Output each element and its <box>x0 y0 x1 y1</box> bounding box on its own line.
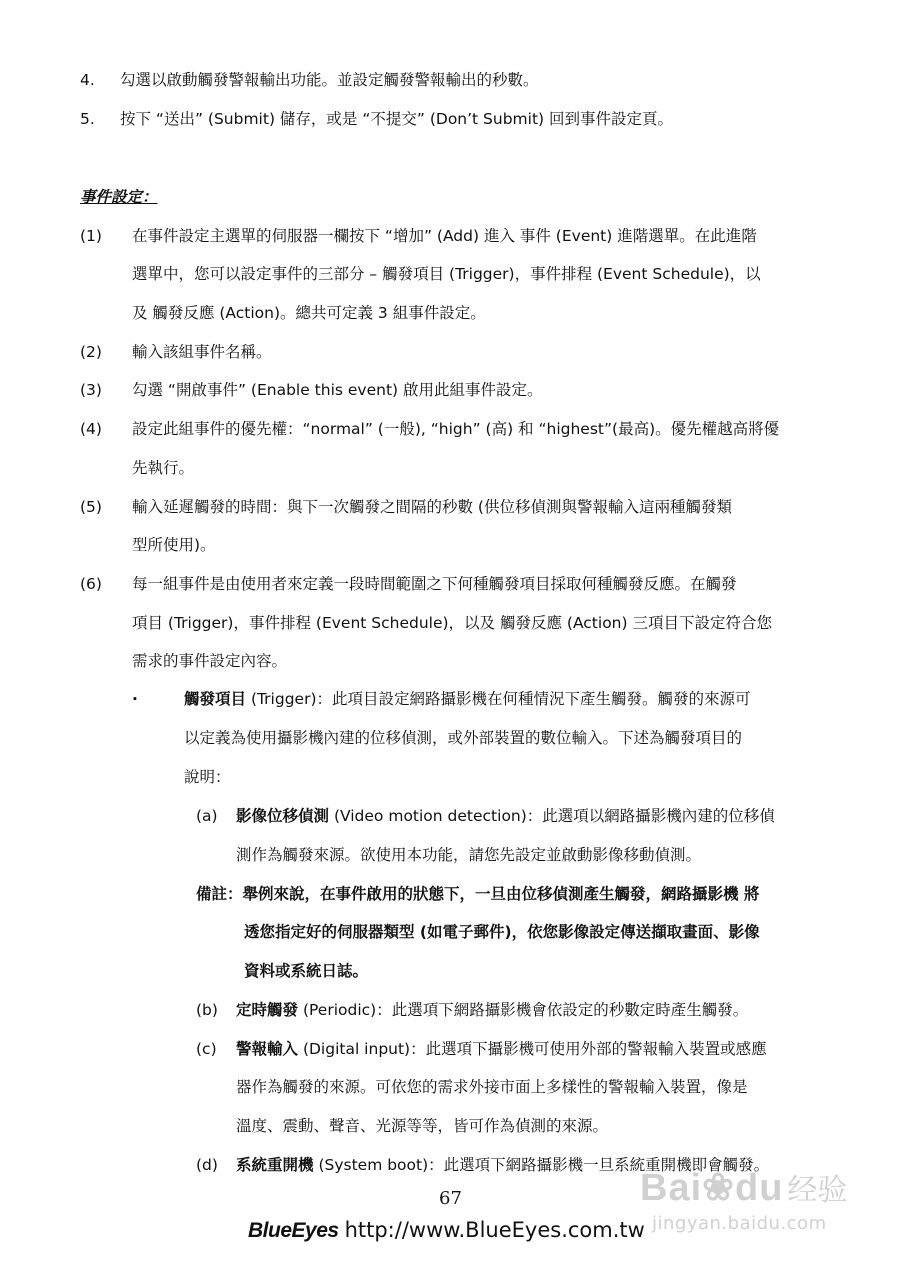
item-line: 輸入該組事件名稱。 <box>132 343 272 361</box>
subitem-number: (d) <box>196 1156 218 1174</box>
watermark-paw-text: du <box>734 1167 784 1209</box>
subitem-text: (System boot)：此選項下網路攝影機一旦系統重開機即會觸發。 <box>313 1156 770 1174</box>
subitem-title: 警報輸入 <box>236 1040 299 1058</box>
subitem-line: 器作為觸發的來源。可依您的需求外接市面上多樣性的警報輸入裝置，像是 <box>236 1078 748 1096</box>
item-number: (1) <box>80 227 102 245</box>
step-text: 按下 “送出” (Submit) 儲存，或是 “不提交” (Don’t Submit) 回到事件設定頁。 <box>120 110 674 128</box>
watermark-logo <box>640 1167 783 1209</box>
item-number: (3) <box>80 381 102 399</box>
footer-url: http://www.BlueEyes.com.tw <box>344 1218 645 1242</box>
item-line: 項目 (Trigger)，事件排程 (Event Schedule)，以及 觸發反應 (Action) 三項目下設定符合您 <box>132 614 772 632</box>
note-label: 備註： <box>196 885 243 903</box>
item-number: (6) <box>80 575 102 593</box>
baidu-watermark <box>640 1165 848 1234</box>
watermark-cn: 经验 <box>787 1173 848 1208</box>
note-line: 透您指定好的伺服器類型 (如電子郵件)，依您影像設定傳送擷取畫面、影像 <box>244 923 760 941</box>
bullet-marker: · <box>132 690 138 708</box>
brand-logo: BlueEyes <box>248 1219 339 1242</box>
subitem-line: 溫度、震動、聲音、光源等等，皆可作為偵測的來源。 <box>236 1117 609 1135</box>
footer <box>248 1218 645 1243</box>
page-number: 67 <box>439 1188 462 1209</box>
paw-icon: ❀ <box>702 1167 735 1209</box>
note-line <box>196 884 759 904</box>
subitem-title: 系統重開機 <box>236 1156 314 1174</box>
watermark-main: Bai <box>640 1167 703 1209</box>
item-number: (5) <box>80 498 102 516</box>
subitem-line <box>236 806 775 826</box>
item-line: 及 觸發反應 (Action)。總共可定義 3 組事件設定。 <box>132 304 486 322</box>
subitem-number: (c) <box>196 1040 217 1058</box>
bullet-text: (Trigger)：此項目設定網路攝影機在何種情況下產生觸發。觸發的來源可 <box>246 690 751 708</box>
item-line: 先執行。 <box>132 459 195 477</box>
item-line: 輸入延遲觸發的時間：與下一次觸發之間隔的秒數 (供位移偵測與警報輸入這兩種觸發類 <box>132 498 732 516</box>
subitem-line <box>236 1000 748 1020</box>
note-line: 資料或系統日誌。 <box>244 962 369 980</box>
subitem-text: (Digital input)：此選項下攝影機可使用外部的警報輸入裝置或感應 <box>298 1040 767 1058</box>
subitem-text: (Periodic)：此選項下網路攝影機會依設定的秒數定時產生觸發。 <box>298 1001 749 1019</box>
item-line: 型所使用)。 <box>132 536 216 554</box>
subitem-number: (b) <box>196 1001 218 1019</box>
item-number: (2) <box>80 343 102 361</box>
bullet-line <box>184 689 751 709</box>
subitem-text: (Video motion detection)：此選項以網路攝影機內建的位移偵 <box>329 807 775 825</box>
step-number: 4. <box>80 71 95 89</box>
watermark-sub: jingyan.baidu.com <box>652 1213 827 1234</box>
item-line: 選單中，您可以設定事件的三部分 – 觸發項目 (Trigger)，事件排程 (Event Schedule)，以 <box>132 265 761 283</box>
item-line: 設定此組事件的優先權：“normal” (一般), “high” (高) 和 “highest”(最高)。優先權越高將優 <box>132 420 780 438</box>
item-line: 勾選 “開啟事件” (Enable this event) 啟用此組事件設定。 <box>132 381 543 399</box>
section-heading: 事件設定： <box>80 188 158 206</box>
subitem-title: 影像位移偵測 <box>236 807 330 825</box>
step-text: 勾選以啟動觸發警報輸出功能。並設定觸發警報輸出的秒數。 <box>120 71 539 89</box>
item-line: 需求的事件設定內容。 <box>132 652 288 670</box>
item-line: 在事件設定主選單的伺服器一欄按下 “增加” (Add) 進入 事件 (Event) 進階選單。在此進階 <box>132 227 757 245</box>
step-number: 5. <box>80 110 95 128</box>
item-line: 每一組事件是由使用者來定義一段時間範圍之下何種觸發項目採取何種觸發反應。在觸發 <box>132 575 737 593</box>
bullet-line: 以定義為使用攝影機內建的位移偵測，或外部裝置的數位輸入。下述為觸發項目的 <box>184 729 743 747</box>
subitem-title: 定時觸發 <box>236 1001 299 1019</box>
subitem-line: 測作為觸發來源。欲使用本功能，請您先設定並啟動影像移動偵測。 <box>236 846 702 864</box>
bullet-line: 說明： <box>184 768 231 786</box>
subitem-number: (a) <box>196 807 218 825</box>
bullet-title: 觸發項目 <box>184 690 247 708</box>
item-number: (4) <box>80 420 102 438</box>
subitem-line <box>236 1039 767 1059</box>
note-text: 舉例來說，在事件啟用的狀態下，一旦由位移偵測產生觸發，網路攝影機 將 <box>242 885 760 903</box>
